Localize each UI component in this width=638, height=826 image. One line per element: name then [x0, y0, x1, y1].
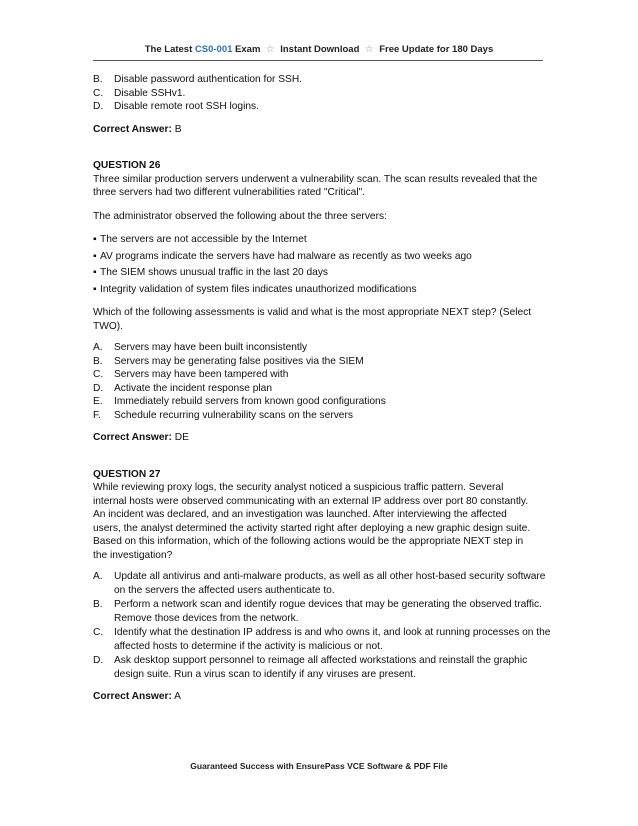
- option-item: C. Servers may have been tampered with: [93, 369, 289, 380]
- page-header: [0, 44, 638, 55]
- answer-label: Correct Answer:: [93, 691, 172, 702]
- star-icon: ☆: [365, 44, 374, 55]
- answer-label: Correct Answer:: [93, 123, 172, 135]
- option-item: A. Servers may have been built inconsistently: [93, 342, 308, 353]
- answer-value: A: [171, 691, 181, 702]
- bullet-icon: ▪: [93, 283, 97, 295]
- answer-value: DE: [171, 432, 189, 443]
- page-footer: Guaranteed Success with EnsurePass VCE Software & PDF File: [190, 761, 448, 771]
- prev-options: [93, 73, 553, 114]
- header-item-download: Instant Download: [277, 44, 363, 55]
- list-item: ▪ Integrity validation of system files indicates unauthorized modifications: [93, 283, 417, 295]
- answer-value: B: [171, 123, 182, 135]
- header-middle: Exam: [232, 44, 264, 55]
- question-stem: The administrator observed the following about the three servers:: [93, 210, 387, 222]
- option-item: A. Update all antivirus and anti-malware products, as well as all other host-based security software on the servers the affected users authenticate to.: [93, 571, 546, 596]
- exam-code: CS0-001: [194, 44, 233, 55]
- header-item-update: Free Update for 180 Days: [376, 44, 494, 55]
- correct-answer: [93, 431, 553, 445]
- bullet-icon: ▪: [93, 234, 97, 245]
- correct-answer: [93, 690, 553, 704]
- option-item: D. Disable remote root SSH logins.: [93, 101, 259, 112]
- option-item: D. Activate the incident response plan: [93, 382, 273, 394]
- answer-options: [93, 570, 553, 681]
- list-item: ▪ The SIEM shows unusual traffic in the last 20 days: [93, 267, 329, 278]
- correct-answer: [93, 123, 553, 137]
- header-prefix: The Latest: [144, 44, 195, 55]
- bullet-icon: ▪: [93, 250, 97, 262]
- answer-label: Correct Answer:: [93, 432, 172, 443]
- list-item: ▪ The servers are not accessible by the Internet: [93, 234, 307, 245]
- option-item: C. Identify what the destination IP address is and who owns it, and look at running processes on the affected hosts to determine if the activity is malicious or not.: [93, 627, 551, 652]
- header-divider: [93, 60, 543, 61]
- option-item: E. Immediately rebuild servers from known good configurations: [93, 396, 386, 407]
- star-icon: ☆: [266, 44, 275, 55]
- list-item: ▪ AV programs indicate the servers have had malware as recently as two weeks ago: [93, 250, 472, 262]
- answer-options: [93, 341, 553, 422]
- option-item: B. Disable password authentication for SSH.: [93, 74, 303, 85]
- option-item: D. Ask desktop support personnel to reimage all affected workstations and reinstall the graphic design suite. Run a virus scan to identify if any viruses are present.: [93, 655, 528, 680]
- option-item: C. Disable SSHv1.: [93, 87, 186, 99]
- question-prompt: Which of the following assessments is valid and what is the most appropriate NEXT step? (Select TWO).: [93, 307, 532, 332]
- bullet-icon: ▪: [93, 267, 97, 278]
- option-item: B. Servers may be generating false positives via the SIEM: [93, 355, 364, 367]
- question-title: QUESTION 26: [93, 160, 161, 171]
- observation-list: [93, 233, 553, 296]
- question-stem: Three similar production servers underwent a vulnerability scan. The scan results revealed that the three servers had two different vulnerabilities rated "Critical".: [93, 173, 538, 198]
- question-title: QUESTION 27: [93, 468, 161, 480]
- document-body: [93, 73, 553, 704]
- option-item: F. Schedule recurring vulnerability scans on the servers: [93, 409, 353, 421]
- question-stem: While reviewing proxy logs, the security analyst noticed a suspicious traffic pattern. Several internal hosts were observed communicating with an external IP address over port 80 constantly. An incident was declared, and an investigation was launched. After interviewing the affected users, the analyst determined the activity started right after deploying a new graphic design suite. Based on this information, which of the following actions would be the appropriate NEXT step in the investigation?: [93, 482, 531, 561]
- option-item: B. Perform a network scan and identify rogue devices that may be generating the observed traffic. Remove those devices from the network.: [93, 599, 542, 624]
